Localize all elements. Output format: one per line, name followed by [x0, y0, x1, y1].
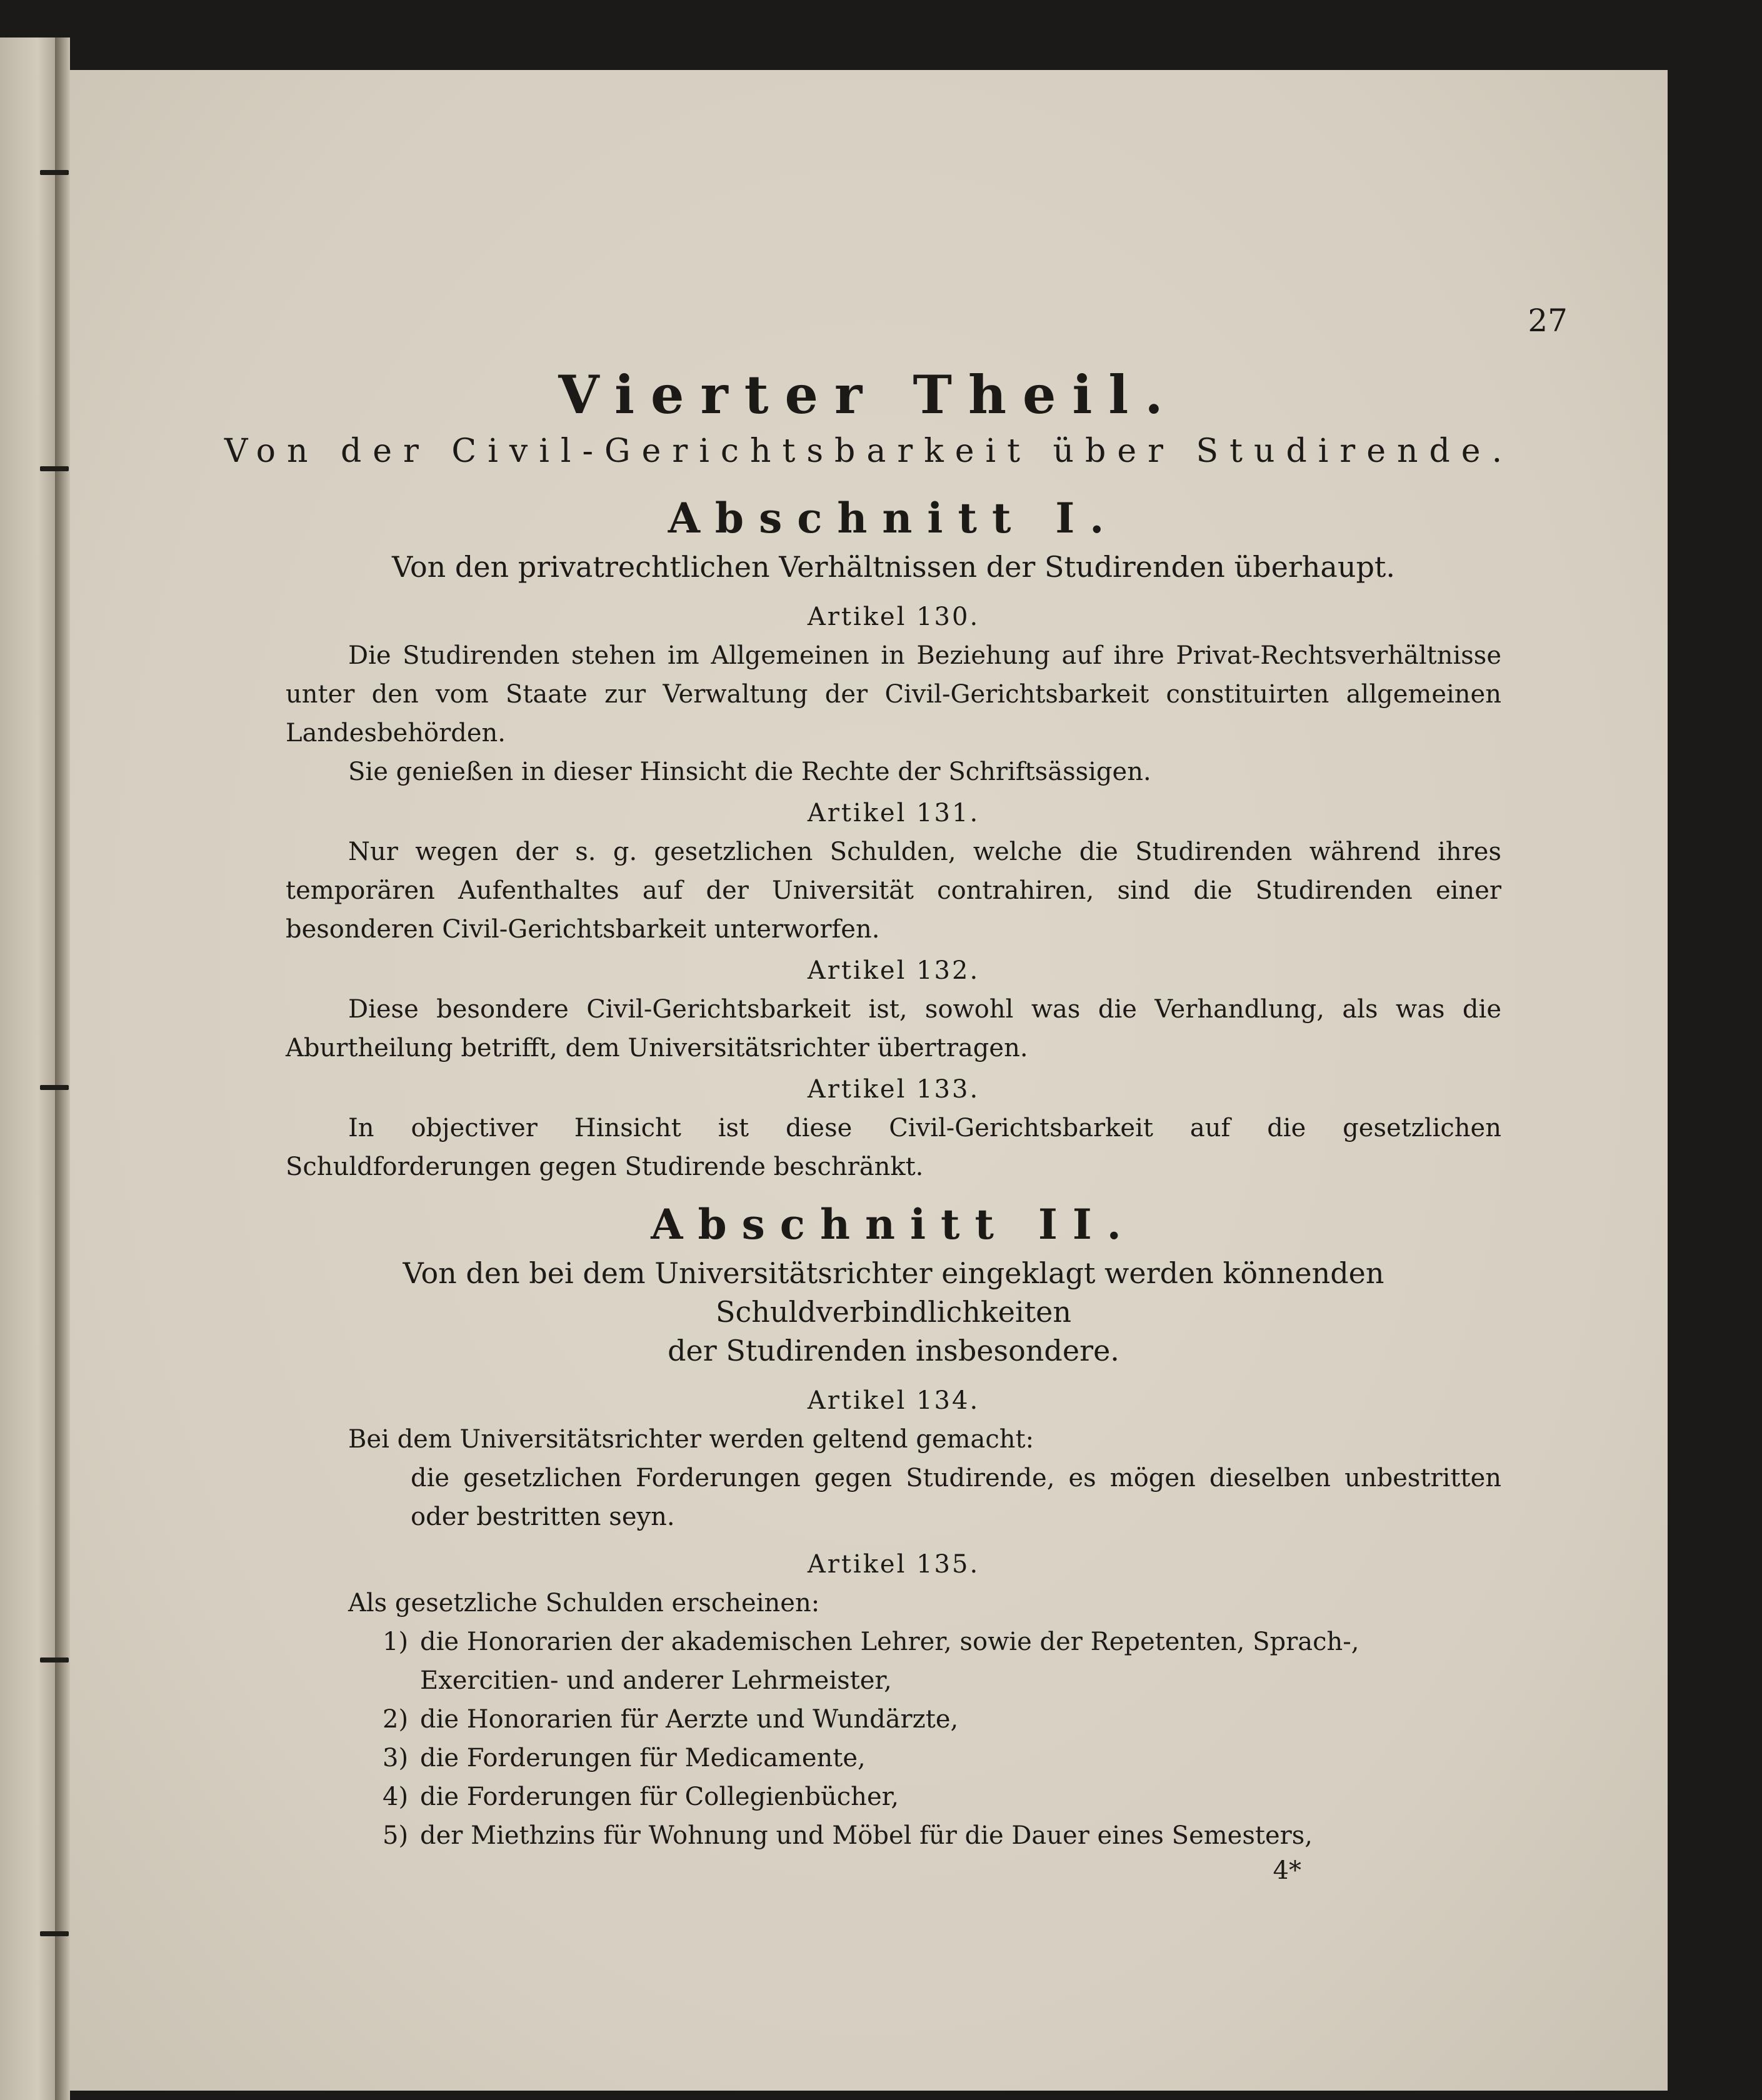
list-item [286, 1816, 1501, 1855]
gutter-mark [40, 170, 69, 175]
section-title: Abschnitt II. [651, 1200, 1136, 1249]
list-number: 1) [383, 1628, 409, 1656]
list-item [286, 1622, 1501, 1700]
article-paragraph: Als gesetzliche Schulden erscheinen: [348, 1589, 820, 1618]
book-page [70, 70, 1668, 2091]
article-paragraph: die gesetzlichen Forderungen gegen Studirende, es mögen dieselben unbestritten oder bestritten seyn. [411, 1464, 1501, 1531]
article-paragraph: Diese besondere Civil-Gerichtsbarkeit ist, sowohl was die Verhandlung, als was die Aburtheilung betrifft, dem Universitätsrichter übertragen. [286, 995, 1501, 1062]
list-number: 3) [383, 1744, 409, 1772]
page-body [286, 489, 1501, 1886]
section-subtitle-line: der Studirenden insbesondere. [668, 1334, 1119, 1368]
book-gutter [55, 38, 70, 2100]
list-text: die Honorarien der akademischen Lehrer, sowie der Repetenten, Sprach-, Exercitien- und anderer Lehrmeister, [420, 1628, 1359, 1695]
article-paragraph: Bei dem Universitätsrichter werden geltend gemacht: [348, 1425, 1034, 1454]
section-title: Abschnitt I. [668, 494, 1119, 542]
gutter-mark [40, 1085, 69, 1090]
list-number: 4) [383, 1782, 409, 1811]
list-item [286, 1700, 1501, 1739]
list-number: 2) [383, 1705, 409, 1734]
article-paragraph: Sie genießen in dieser Hinsicht die Rechte der Schriftsässigen. [348, 758, 1151, 786]
section-subtitle-line: Von den bei dem Universitätsrichter eingeklagt werden könnenden Schuldverbindlichkeiten [403, 1256, 1384, 1329]
gutter-mark [40, 466, 69, 471]
article-heading: Artikel 133. [807, 1075, 980, 1104]
article-paragraph: Nur wegen der s. g. gesetzlichen Schulden, welche die Studirenden während ihres temporären Aufenthaltes auf der Universität contrahiren, sind die Studirenden einer besonderen Civil-Gerichtsbarkeit unterworfen. [286, 838, 1501, 944]
article-paragraph: In objectiver Hinsicht ist diese Civil-Gerichtsbarkeit auf die gesetzlichen Schuldforderungen gegen Studirende beschränkt. [286, 1114, 1501, 1181]
list-item [286, 1739, 1501, 1778]
article-heading: Artikel 132. [807, 956, 980, 985]
section-subtitle: Von den privatrechtlichen Verhältnissen der Studirenden überhaupt. [391, 550, 1396, 584]
article-heading: Artikel 131. [807, 799, 980, 828]
article-heading: Artikel 134. [807, 1386, 980, 1415]
gutter-mark [40, 1931, 69, 1936]
page-number: 27 [1528, 302, 1568, 339]
signature-mark: 4* [1273, 1856, 1301, 1885]
article-heading: Artikel 135. [807, 1550, 980, 1579]
list-text: der Miethzins für Wohnung und Möbel für die Dauer eines Semesters, [420, 1821, 1313, 1850]
left-page-edge [0, 38, 63, 2100]
article-paragraph: Die Studirenden stehen im Allgemeinen in Beziehung auf ihre Privat-Rechtsverhältnisse unter den vom Staate zur Verwaltung der Civil-Gerichtsbarkeit constituirten allgemeinen Landesbehörden. [286, 641, 1501, 748]
gutter-mark [40, 1658, 69, 1662]
list-text: die Forderungen für Medicamente, [420, 1744, 866, 1772]
part-title: Vierter Theil. [558, 364, 1179, 426]
list-item [286, 1778, 1501, 1816]
list-text: die Forderungen für Collegienbücher, [420, 1782, 899, 1811]
list-text: die Honorarien für Aerzte und Wundärzte, [420, 1705, 959, 1734]
article-heading: Artikel 130. [807, 602, 980, 631]
part-subtitle: Von der Civil-Gerichtsbarkeit über Studirende. [224, 432, 1514, 470]
list-number: 5) [383, 1821, 409, 1850]
